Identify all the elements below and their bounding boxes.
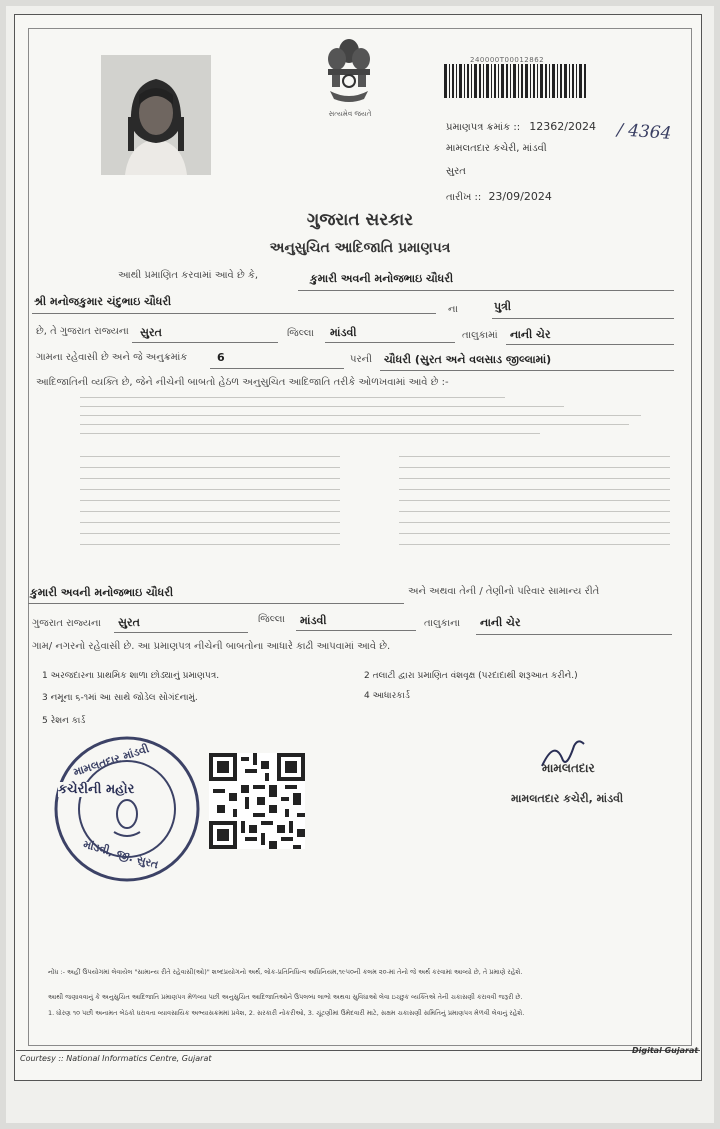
- footer-points: 1. ધોરણ ૧૦ પછી અનામત બેઠકો ધરાવતા વ્યાવસાયિક અભ્યાસક્રમમાં પ્રવેશ, 2. સરકારી નોકરીઓ, 3. ચૂંટણીમાં ઉમેદવારી માટે, સક્ષમ ચકાસણી સમિતિનું પ્રમાણપત્ર મેળવી લેવાનું રહેશે.: [48, 1009, 525, 1017]
- village-statement: ગામ/ નગરનો રહેવાસી છે. આ પ્રમાણપત્ર નીચેની બાબતોના આધારે કાઢી આપવામાં આવે છે.: [32, 641, 391, 652]
- issuing-office: મામલતદાર કચેરી, માંડવી: [446, 143, 547, 154]
- father-name: શ્રી મનોજકુમાર ચંદુભાઇ ચૌધરી: [34, 295, 172, 308]
- serial-number: 6: [217, 351, 225, 364]
- family-label: અને અથવા તેની / તેણીનો પરિવાર સામાન્ય રીતે: [408, 586, 600, 597]
- document-item-1: 1 અરજદારના પ્રાથમિક શાળા છોડ્યાનું પ્રમાણપત્ર.: [42, 671, 220, 681]
- footer-divider: [16, 1050, 700, 1051]
- footer-purpose: આથી જણાવવાનું કે અનુસુચિત આદિજાતિ પ્રમાણપત્ર મેળવ્યા પછી અનુસુચિત આદિજાતિઓને ઉપલબ્ધ લાભો અથવા સુવિધાઓ લેવા ઇચ્છુક વ્યક્તિએ તેની ચકાસણી કરાવવી જરૂરી છે.: [48, 993, 523, 1001]
- district-label-2: જિલ્લા: [258, 614, 285, 625]
- taluka-underline: [506, 344, 674, 345]
- certificate-number: 12362/2024: [529, 120, 596, 133]
- serial-label: ગામના રહેવાસી છે અને જે અનુક્રમાંક: [36, 352, 188, 363]
- district-value: માંડવી: [330, 326, 357, 339]
- place-2: સુરત: [118, 616, 140, 629]
- state-label-2: ગુજરાત રાજ્યના: [32, 618, 101, 629]
- taluka2-underline: [476, 634, 672, 635]
- qr-code: [209, 753, 305, 849]
- relation-underline: [492, 318, 674, 319]
- district-label: જિલ્લા: [287, 328, 314, 339]
- order-references: [80, 393, 670, 573]
- signatory-title: મામલતદાર: [542, 761, 595, 775]
- place: સુરત: [140, 326, 162, 339]
- holder-name: કુમારી અવની મનોજભાઇ ચૌધરી: [310, 272, 454, 285]
- seal-top-text: મામલતદાર માંડવી: [71, 742, 151, 779]
- barcode-number: 240000T00012862: [470, 56, 545, 64]
- serial-underline: [210, 368, 344, 369]
- taluka-label-2: તાલુકાના: [424, 618, 461, 629]
- of-label: ના: [448, 304, 458, 315]
- certificate-number-label: પ્રમાણપત્ર ક્રમાંક ::: [446, 122, 521, 133]
- seal-bottom-text: માંડવી, જી. સુરત: [81, 837, 160, 872]
- place-underline: [132, 342, 278, 343]
- state-label: છે, તે ગુજરાત રાજ્યના: [36, 326, 129, 337]
- issue-date: 23/09/2024: [488, 190, 552, 203]
- name2-underline: [28, 603, 404, 604]
- holder-name-repeat: કુમારી અવની મનોજભાઇ ચૌધરી: [30, 586, 174, 599]
- digital-gujarat-text: Digital Gujarat: [632, 1046, 699, 1055]
- caste-label: પરની: [350, 354, 372, 365]
- taluka-label: તાલુકામાં: [462, 330, 498, 341]
- caste: ચૌધરી (સુરત અને વલસાડ જીલ્લામાં): [384, 353, 552, 366]
- taluka-value-2: નાની ચેર: [480, 616, 521, 629]
- name-underline: [298, 290, 674, 291]
- barcode: [444, 64, 588, 98]
- document-item-4: 4 આધારકાર્ડ: [364, 691, 410, 701]
- document-item-2: 2 તલાટી દ્વારા પ્રમાણિત વંશવૃક્ષ (પરદાદાથી શરૂઆત કરીને.): [364, 671, 578, 681]
- tribe-statement: આદિજાતિની વ્યક્તિ છે, જેને નીચેની બાબતો હેઠળ અનુસુચિત આદિજાતિ તરીકે ઓળખવામાં આવે છે :-: [36, 377, 449, 388]
- issuing-district: સુરત: [446, 166, 466, 177]
- footer-note: નોંધ :- અહીં ઉપયોગમાં લેવાયેલ "સામાન્ય રીતે રહેવાસી(ઓ)" શબ્દપ્રયોગનો અર્થ, લોક-પ્રતિનિધિત્વ અધિનિયમ,૧૯૫૦ની કલમ ૨૦-માં તેનો જે અર્થ કરવામાં આવ્યો છે, તે પ્રમાણે રહેશે.: [48, 968, 523, 976]
- certificate-number-row: [446, 120, 596, 133]
- signatory-office: મામલતદાર કચેરી, માંડવી: [511, 792, 624, 805]
- holder-photo: [101, 55, 211, 175]
- government-title: ગુજરાત સરકાર: [306, 210, 414, 230]
- district2-underline: [296, 630, 416, 631]
- national-emblem-icon: [318, 35, 380, 120]
- district-value-2: માંડવી: [300, 614, 327, 627]
- father-underline: [32, 313, 436, 314]
- relation: પુત્રી: [494, 300, 512, 313]
- issue-date-row: [446, 190, 552, 203]
- issue-date-label: તારીખ ::: [446, 192, 482, 203]
- taluka-value: નાની ચેર: [510, 328, 551, 341]
- document-item-5: 5 રેશન કાર્ડ: [42, 716, 86, 726]
- district-underline: [325, 342, 455, 343]
- emblem-caption: સત્યમેવ જયતે: [328, 110, 372, 118]
- place2-underline: [114, 632, 248, 633]
- seal-middle-text: કચેરીની મહોર: [58, 782, 135, 797]
- courtesy-text: Courtesy :: National Informatics Centre, Gujarat: [20, 1054, 212, 1063]
- handwritten-number: / 4364: [616, 120, 673, 144]
- certify-prefix: આથી પ્રમાણિત કરવામાં આવે છે કે,: [118, 270, 259, 281]
- caste-underline: [380, 370, 674, 371]
- certificate-title: અનુસુચિત આદિજાતિ પ્રમાણપત્ર: [269, 240, 451, 256]
- document-item-3: 3 નમૂના ૬-૧માં આ સાથે જોડેલ સોગંદનામું.: [42, 693, 198, 703]
